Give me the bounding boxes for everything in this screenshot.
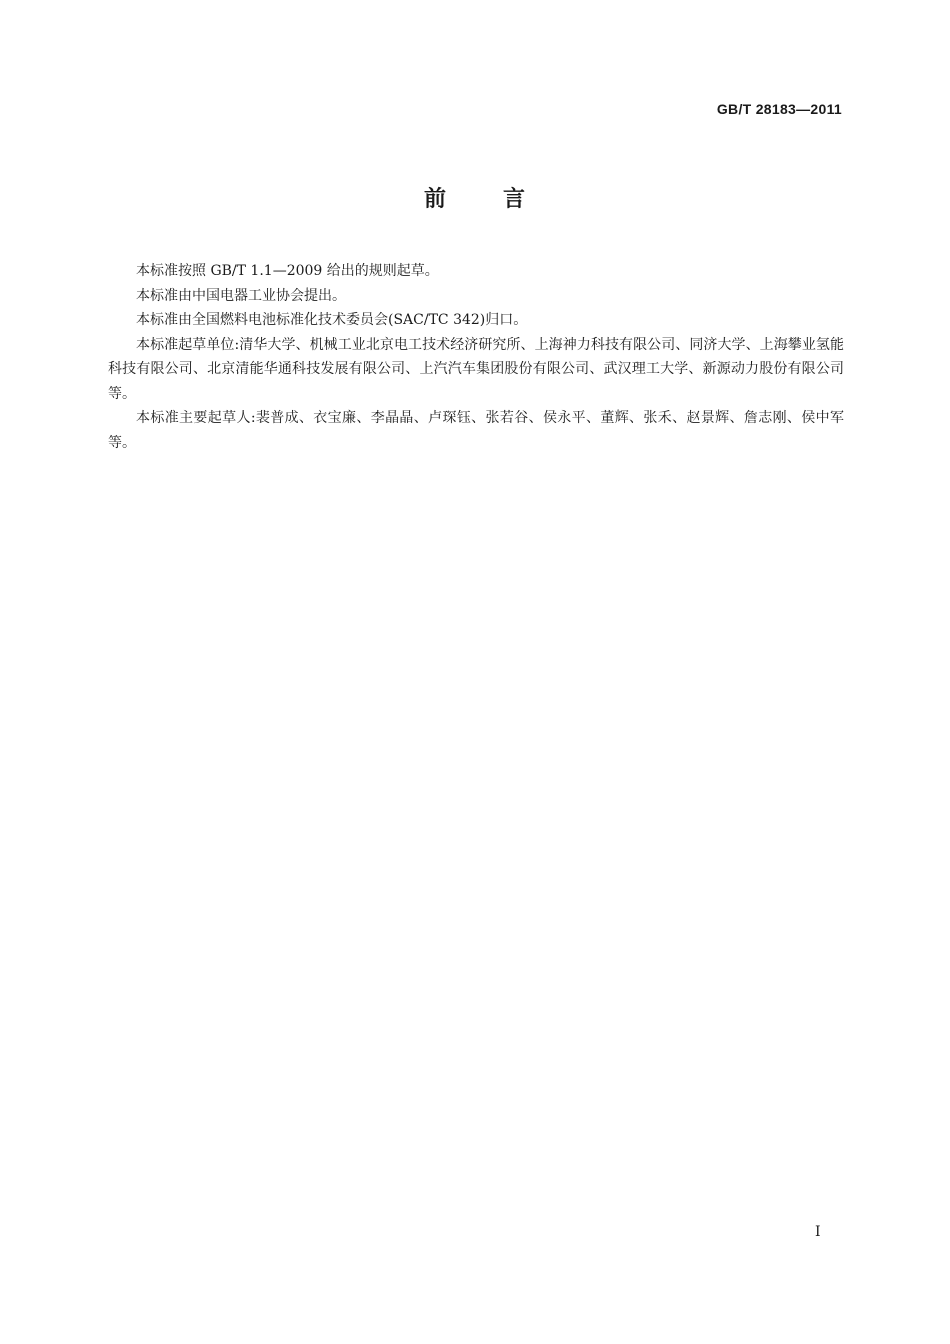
foreword-body [108, 259, 844, 455]
paragraph-committee: 本标准由全国燃料电池标准化技术委员会(SAC/TC 342)归口。 [136, 312, 528, 328]
title-char-2: 言 [503, 187, 527, 212]
page-title [0, 182, 950, 213]
standard-number: GB/T 28183—2011 [716, 101, 842, 117]
page-number: I [815, 1224, 821, 1240]
paragraph-drafters: 本标准主要起草人:裴普成、衣宝廉、李晶晶、卢琛钰、张若谷、侯永平、董辉、张禾、赵景辉、詹志刚、侯中军等。 [108, 410, 844, 451]
paragraph-proposer: 本标准由中国电器工业协会提出。 [136, 287, 346, 304]
paragraph-drafting-rules: 本标准按照 GB/T 1.1—2009 给出的规则起草。 [136, 263, 439, 279]
paragraph-drafting-units: 本标准起草单位:清华大学、机械工业北京电工技术经济研究所、上海神力科技有限公司、同济大学、上海攀业氢能科技有限公司、北京清能华通科技发展有限公司、上汽汽车集团股份有限公司、武汉理工大学、新源动力股份有限公司等。 [108, 336, 844, 402]
title-char-1: 前 [423, 187, 447, 212]
